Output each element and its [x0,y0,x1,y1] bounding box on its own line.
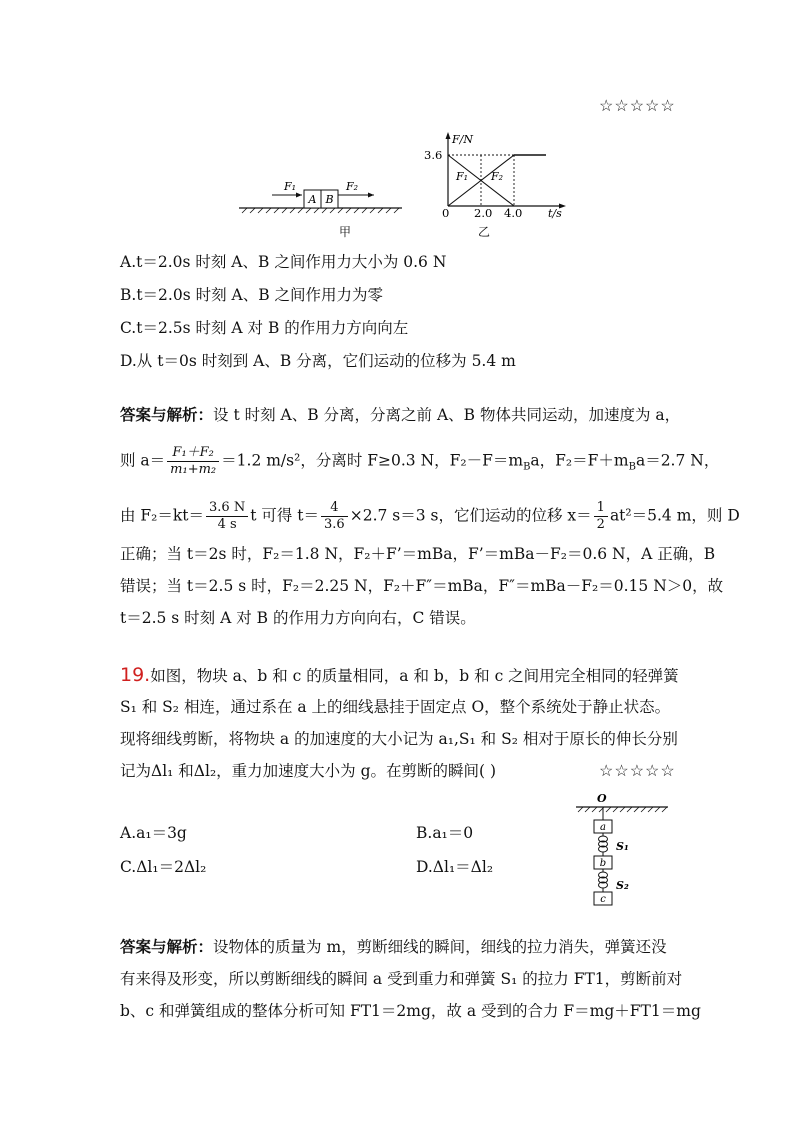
x-axis-label: t/s [548,207,562,220]
label-F1: F₁ [284,180,297,193]
question-number: 19. [120,664,151,686]
y-axis-label: F/N [452,133,473,146]
svg-text:b: b [599,858,607,869]
answer-heading: 答案与解析： [120,405,214,424]
spring-S2 [599,869,608,892]
answer-heading: 答案与解析： [120,937,214,956]
label-F2: F₂ [346,180,359,193]
q18-option-a: A.t＝2.0s 时刻 A、B 之间作用力大小为 0.6 N [120,253,447,271]
caption-yi: 乙 [478,225,491,239]
figure-yi [420,130,570,226]
label-B: B [325,193,334,206]
ans18-line-2: 则 a＝ $\frac{\text{F₁＋F₂}}{\text{m₁+m₂}}$ ＝1.2 m/s²，分离时 F≥0.3 N，$F_2-F=m_Ba$，$F_2=F+m_Ba=2.7$ N， [120,445,720,477]
ans18-line-1: 答案与解析：设 t 时刻 A、B 分离，分离之前 A、B 物体共同运动，加速度为 a， [120,405,681,424]
x-tick-2.0: 2.0 [474,206,493,220]
svg-text:S₂: S₂ [616,879,629,892]
y-tick-3.6: 3.6 [424,148,443,162]
caption-jia: 甲 [339,225,352,239]
label-F2: F₂ [491,170,504,183]
q19-line-1: 19.如图，物块 a、b 和 c 的质量相同，a 和 b，b 和 c 之间用完全相同的轻弹簧 [120,664,679,686]
q19-option-a: A.a₁＝3g [120,824,187,842]
difficulty-stars: ☆☆☆☆☆ [599,761,676,780]
q18-option-d: D.从 t＝0s 时刻到 A、B 分离，它们运动的位移为 5.4 m [120,352,516,370]
q18-option-c: C.t＝2.5s 时刻 A 对 B 的作用力方向向左 [120,319,409,337]
q19-option-b: B.a₁＝0 [416,824,474,842]
x-tick-4.0: 4.0 [504,206,523,220]
ans19-line-3: b、c 和弹簧组成的整体分析可知 FT1＝2mg，故 a 受到的合力 F＝mg＋FT1＝mg [120,1002,701,1020]
ans19-line-1: 答案与解析：设物体的质量为 m，剪断细线的瞬间，细线的拉力消失，弹簧还没 [120,937,667,956]
fraction-a: $\frac{\text{F₁＋F₂}}{\text{m₁+m₂}}$ [167,445,219,478]
svg-text:c: c [600,894,606,905]
ans18-line-3: 由 F₂＝kt＝ $\frac{3.6 N}{4 s}$ t 可得 t＝ $\frac{4}{3.6}$ ×2.7 s＝3 s，它们运动的位移 x＝ $\frac{1}{2}$ at²＝5.4 m，则 D [120,500,740,532]
ans18-line-4: 正确；当 t＝2s 时，F₂＝1.8 N，F₂＋F’＝mBa，F’＝mBa－F₂＝0.6 N，A 正确，B [120,545,716,563]
figure-jia [236,178,406,238]
svg-text:S₁: S₁ [616,840,629,853]
label-F1: F₁ [456,170,469,183]
difficulty-stars: ☆☆☆☆☆ [599,96,676,115]
label-O: O [597,792,607,805]
q19-option-c: C.Δl₁＝2Δl₂ [120,858,207,876]
label-A: A [308,193,317,206]
q19-option-d: D.Δl₁＝Δl₂ [416,858,494,876]
ans18-line-6: t＝2.5 s 时刻 A 对 B 的作用力方向向右，C 错误。 [120,609,476,627]
q18-option-b: B.t＝2.0s 时刻 A、B 之间作用力为零 [120,286,384,304]
q19-line-3: 现将细线剪断，将物块 a 的加速度的大小记为 a₁,S₁ 和 S₂ 相对于原长的伸长分别 [120,730,678,748]
ans18-line-5: 错误；当 t＝2.5 s 时，F₂＝2.25 N，F₂＋F″＝mBa，F″＝mBa－F₂＝0.15 N＞0，故 [120,577,724,595]
svg-text:a: a [600,822,606,833]
q19-line-4: 记为Δl₁ 和Δl₂，重力加速度大小为 g。在剪断的瞬间( ) [120,762,497,780]
spring-S1 [599,833,608,856]
ans19-line-2: 有来得及形变，所以剪断细线的瞬间 a 受到重力和弹簧 S₁ 的拉力 FT1，剪断前对 [120,970,683,988]
origin-label: 0 [442,206,450,220]
figure-springs [568,790,674,918]
q19-line-2: S₁ 和 S₂ 相连，通过系在 a 上的细线悬挂于固定点 O，整个系统处于静止状态。 [120,698,671,716]
